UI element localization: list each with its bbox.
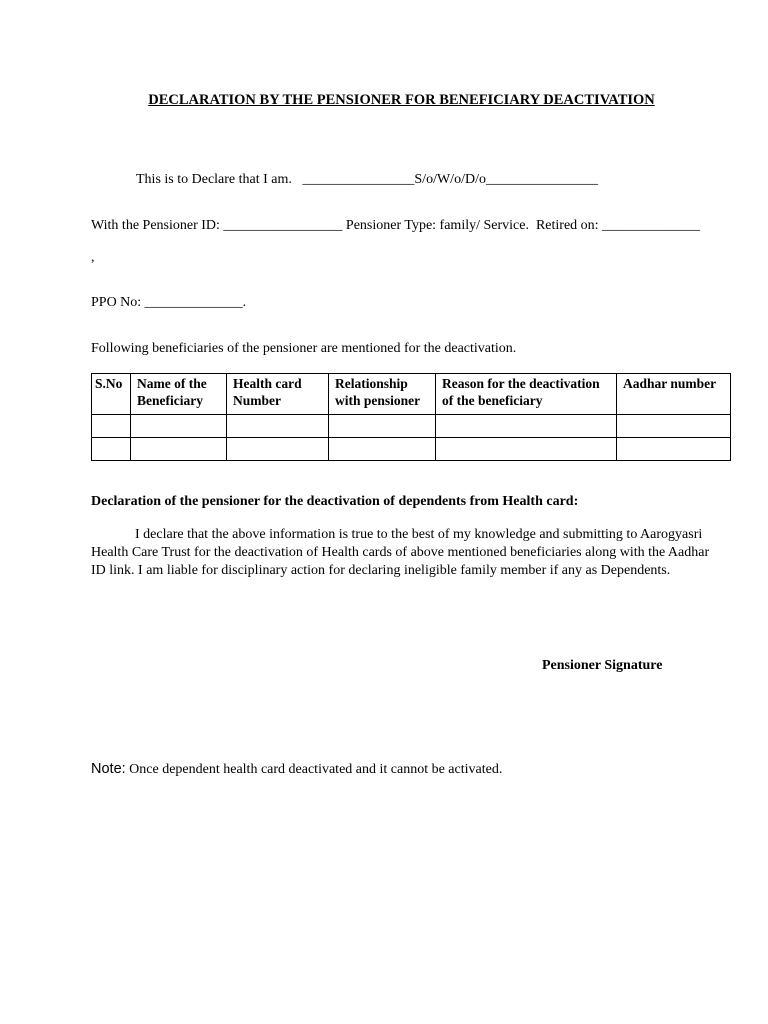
beneficiaries-intro: Following beneficiaries of the pensioner are mentioned for the deactivation. — [91, 341, 517, 356]
table-cell — [227, 438, 329, 461]
column-header-beneficiary-name: Name of the Beneficiary — [131, 374, 227, 415]
pensioner-id-line: With the Pensioner ID: _________________ Pensioner Type: family/ Service. Retired on: ______________ — [91, 218, 701, 233]
pensioner-signature-label: Pensioner Signature — [542, 658, 663, 673]
note-text: Once dependent health card deactivated and it cannot be activated. — [129, 762, 503, 777]
declare-line: This is to Declare that I am. ________________S/o/W/o/D/o________________ — [136, 172, 598, 187]
table-cell — [329, 438, 436, 461]
note — [91, 761, 502, 778]
beneficiary-table — [91, 373, 731, 461]
table-cell — [131, 438, 227, 461]
document-title: DECLARATION BY THE PENSIONER FOR BENEFICIARY DEACTIVATION — [148, 92, 655, 108]
stray-comma: , — [91, 250, 95, 265]
column-header-sno: S.No — [92, 374, 131, 415]
column-header-health-card-number: Health card Number — [227, 374, 329, 415]
table-cell — [436, 438, 617, 461]
column-header-relationship: Relationship with pensioner — [329, 374, 436, 415]
table-cell — [92, 415, 131, 438]
note-label: Note: — [91, 761, 126, 777]
table-cell — [227, 415, 329, 438]
table-cell — [131, 415, 227, 438]
table-row — [92, 438, 731, 461]
table-cell — [436, 415, 617, 438]
table-cell — [617, 415, 731, 438]
declaration-heading: Declaration of the pensioner for the deactivation of dependents from Health card: — [91, 494, 579, 509]
column-header-aadhar-number: Aadhar number — [617, 374, 731, 415]
table-cell — [329, 415, 436, 438]
table-cell — [92, 438, 131, 461]
column-header-deactivation-reason: Reason for the deactivation of the beneficiary — [436, 374, 617, 415]
table-header-row — [92, 374, 731, 415]
ppo-number-line: PPO No: ______________. — [91, 295, 247, 310]
table-cell — [617, 438, 731, 461]
declaration-body: I declare that the above information is true to the best of my knowledge and submitting to Aarogyasri Health Care Trust for the deactivation of Health cards of above mentioned beneficiaries along with the Aadhar ID link. I am liable for disciplinary action for declaring ineligible family member if any as Dependents. — [91, 527, 710, 578]
table-row — [92, 415, 731, 438]
